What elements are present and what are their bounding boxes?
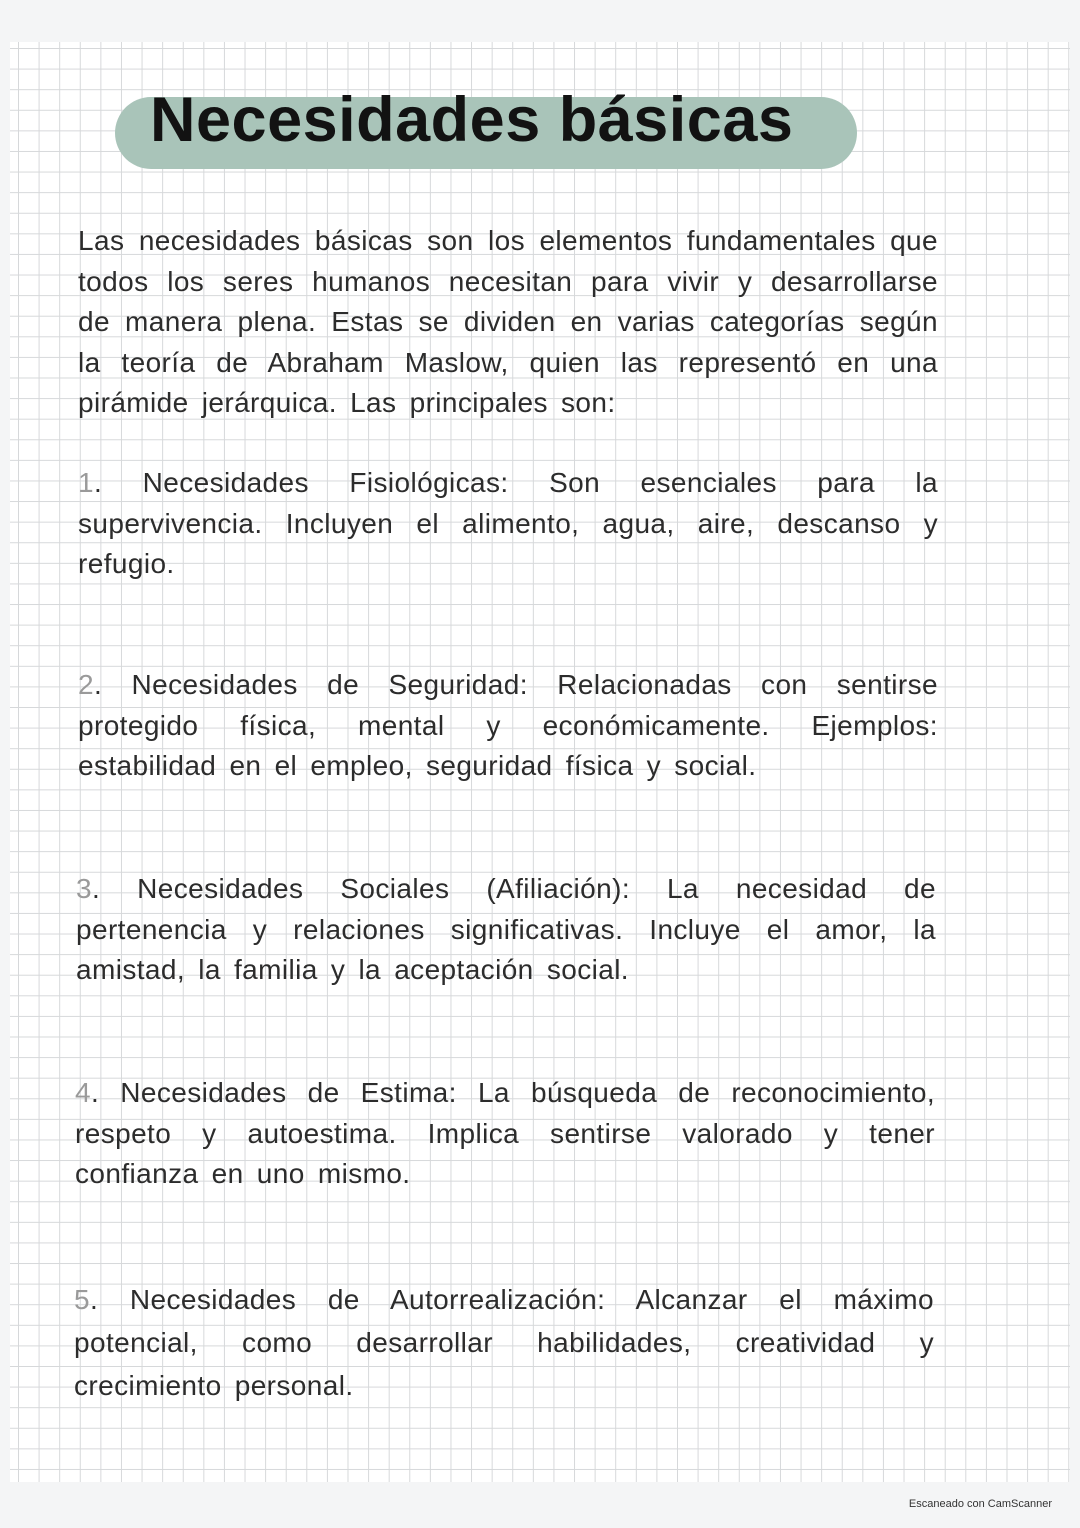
item-text: . Necesidades de Seguridad: Relacionadas con sentirse protegido física, mental y económicamente. Ejemplos: estabilidad en el empleo, seguridad física y social. bbox=[78, 669, 938, 781]
scanner-watermark: Escaneado con CamScanner bbox=[908, 1498, 1052, 1510]
list-item bbox=[78, 665, 938, 787]
list-item bbox=[78, 463, 938, 585]
item-number: 2 bbox=[78, 669, 94, 700]
list-item bbox=[76, 869, 936, 991]
list-item bbox=[75, 1073, 935, 1195]
item-number: 5 bbox=[74, 1284, 90, 1315]
page-title: Necesidades básicas bbox=[150, 85, 794, 155]
item-text: . Necesidades de Autorrealización: Alcanzar el máximo potencial, como desarrollar habilidades, creatividad y crecimiento personal. bbox=[74, 1284, 934, 1401]
intro-paragraph: Las necesidades básicas son los elementos fundamentales que todos los seres humanos necesitan para vivir y desarrollarse de manera plena. Estas se dividen en varias categorías según la teoría de Abraham Maslow, quien las representó en una pirámide jerárquica. Las principales son: bbox=[78, 225, 938, 418]
list-item bbox=[74, 1278, 934, 1407]
item-text: . Necesidades Fisiológicas: Son esenciales para la supervivencia. Incluyen el alimento, agua, aire, descanso y refugio. bbox=[78, 467, 938, 579]
item-text: . Necesidades de Estima: La búsqueda de reconocimiento, respeto y autoestima. Implica sentirse valorado y tener confianza en uno mismo. bbox=[75, 1077, 935, 1189]
item-number: 3 bbox=[76, 873, 92, 904]
item-text: . Necesidades Sociales (Afiliación): La necesidad de pertenencia y relaciones significativas. Incluye el amor, la amistad, la familia y la aceptación social. bbox=[76, 873, 936, 985]
item-number: 4 bbox=[75, 1077, 91, 1108]
item-number: 1 bbox=[78, 467, 94, 498]
